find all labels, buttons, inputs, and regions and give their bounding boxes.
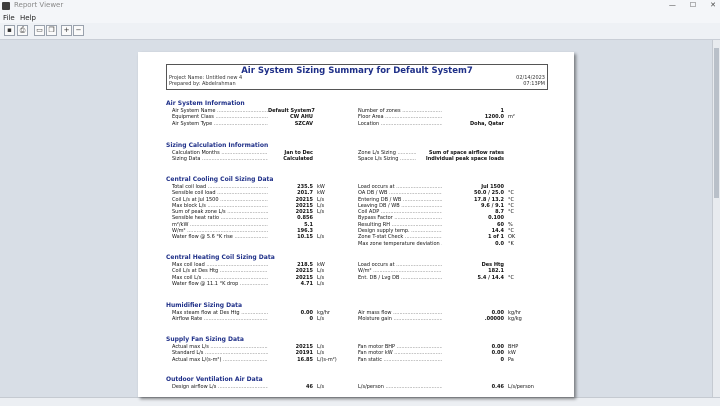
row-label: Design supply temp. ..... (358, 228, 442, 234)
row-label: Max coil L/s ..... (172, 275, 268, 281)
zoom-out-icon[interactable]: − (73, 25, 84, 36)
row-value: 0 (309, 316, 313, 323)
section-left-column (172, 262, 337, 287)
prepared-by: Prepared by: Abdelrahman (169, 81, 236, 87)
report-date: 02/14/2023 (516, 75, 545, 81)
row-unit: L/s (317, 316, 325, 323)
row-value: 5.4 / 14.4 (477, 274, 504, 281)
row-value: Jan to Dec (284, 150, 313, 156)
row-unit: OK (508, 234, 516, 241)
row-label: Resulting RH ..... (358, 222, 442, 228)
row-unit: kg/hr (317, 310, 330, 316)
row-unit: °C (508, 202, 514, 209)
row-value: 0.00 (300, 310, 313, 316)
row-value: Default System7 (268, 108, 315, 114)
row-label: Sensible heat ratio ..... (172, 215, 268, 221)
row-value: 0.856 (297, 215, 313, 222)
menu-help[interactable]: Help (20, 14, 36, 22)
row-unit (504, 121, 533, 127)
close-button[interactable]: ✕ (710, 1, 716, 9)
zoom-in-icon[interactable]: + (61, 25, 72, 36)
row-label: Max block L/s ..... (172, 203, 268, 209)
row-label: Coil L/s at Des Htg ..... (172, 268, 268, 274)
section-right-column (358, 262, 533, 281)
data-row (172, 384, 337, 390)
row-value: 50.0 / 25.0 (474, 190, 504, 197)
row-label: Max zone temperature deviation ..... (358, 241, 442, 247)
row-unit: L/s (317, 384, 325, 390)
row-value: 17.8 / 13.2 (474, 196, 504, 203)
row-value: 0.00 (491, 344, 504, 350)
section-left-column (172, 184, 337, 241)
section-left-column (172, 384, 337, 390)
row-label: W/m² ..... (358, 268, 442, 274)
row-value: 20215 (295, 202, 313, 209)
row-unit (313, 156, 337, 162)
copy-icon[interactable]: ❐ (46, 25, 57, 36)
row-label: Coil L/s at Jul 1500 ..... (172, 197, 268, 203)
page-setup-icon[interactable]: ▭ (34, 25, 45, 36)
row-unit: °C (508, 196, 514, 203)
row-label: Max steam flow at Des Htg ..... (172, 310, 268, 316)
row-label: Zone T-stat Check ..... (358, 234, 442, 240)
row-unit: kW (317, 190, 325, 197)
print-icon[interactable]: ⎙ (17, 25, 28, 36)
row-unit: °C (508, 274, 514, 281)
row-label: Entering DB / WB ..... (358, 197, 442, 203)
row-label: Load occurs at ..... (358, 184, 442, 190)
data-row (172, 281, 337, 287)
row-unit: L/s (317, 209, 325, 216)
section-right-column (358, 384, 533, 390)
row-value: 10.15 (297, 234, 313, 241)
row-unit: L/s (317, 268, 325, 275)
row-value: 5.1 (304, 221, 313, 228)
section-title: Central Cooling Coil Sizing Data (166, 176, 274, 183)
row-unit: L/s (317, 274, 325, 281)
row-value: 218.5 (297, 262, 313, 268)
row-label: Design airflow L/s ..... (172, 384, 268, 390)
section-title: Humidifier Sizing Data (166, 302, 243, 309)
section-right-column (358, 108, 533, 127)
row-unit: kg/kg (508, 316, 522, 323)
row-label: Airflow Rate ..... (172, 316, 268, 322)
row-unit: BHP (508, 344, 519, 350)
row-label: Zone L/s Sizing ..... (358, 150, 416, 156)
section-right-column (358, 344, 533, 363)
row-value: 20191 (295, 350, 313, 357)
section-right-column (358, 184, 533, 247)
row-label: Floor Area ..... (358, 114, 442, 120)
section-title: Sizing Calculation Information (166, 142, 269, 149)
scrollbar-thumb[interactable] (714, 48, 719, 198)
row-value: 16.85 (297, 356, 313, 363)
row-label: Water flow @ 11.1 °K drop ..... (172, 281, 268, 287)
row-label: Actual max L/(s-m²) ..... (172, 357, 268, 363)
row-label: Bypass Factor ..... (358, 215, 442, 221)
row-value: Calculated (283, 156, 313, 163)
row-unit: L/s (317, 344, 325, 350)
project-name: Project Name: Untitled new 4 (169, 75, 243, 81)
data-row (358, 275, 533, 281)
save-icon[interactable]: ▪ (4, 25, 15, 36)
row-value: 20215 (295, 268, 313, 275)
row-unit: m² (508, 114, 515, 121)
row-value: 8.7 (495, 209, 504, 216)
data-row (358, 357, 533, 363)
section-title: Central Heating Coil Sizing Data (166, 254, 275, 261)
row-unit: Pa (508, 356, 514, 363)
data-row (172, 156, 337, 162)
row-value: 20215 (295, 344, 313, 350)
row-value: Des Htg (481, 262, 504, 268)
row-value: 235.5 (297, 184, 313, 190)
row-unit: kg/hr (508, 310, 521, 316)
row-label: Calculation Months ..... (172, 150, 268, 156)
data-row (172, 357, 337, 363)
section-left-column (172, 310, 337, 323)
section-title: Air System Information (166, 100, 245, 107)
report-header (166, 64, 548, 90)
window-title: Report Viewer (14, 1, 64, 9)
vertical-scrollbar[interactable] (712, 40, 720, 397)
row-value: SZCAV (294, 120, 313, 127)
row-value: 20215 (295, 209, 313, 216)
row-value: Sum of space airflow rates (428, 150, 504, 156)
data-row (358, 121, 533, 127)
row-unit: L/s/person (508, 384, 534, 390)
row-label: Ent. DB / Lvg DB ..... (358, 275, 442, 281)
row-label: Coil ADP ..... (358, 209, 442, 215)
row-label: Air System Name ..... (172, 108, 268, 114)
row-label: Fan motor BHP ..... (358, 344, 442, 350)
row-value: .00000 (484, 316, 504, 323)
row-value: 46 (306, 384, 313, 390)
row-label: Number of zones ..... (358, 108, 442, 114)
app-icon (2, 2, 10, 10)
row-label: Load occurs at ..... (358, 262, 442, 268)
row-value: 0 (500, 356, 504, 363)
row-unit: °C (508, 228, 514, 235)
report-time: 07:13PM (523, 81, 545, 87)
row-value: 0.00 (491, 350, 504, 357)
report-title: Air System Sizing Summary for Default System7 (241, 66, 473, 76)
data-row (172, 121, 337, 127)
row-value: 4.71 (300, 280, 313, 287)
toolbar (0, 23, 720, 40)
row-unit: kW (317, 184, 325, 190)
row-unit: L/(s-m²) (317, 356, 337, 363)
row-label: Space L/s Sizing ..... (358, 156, 416, 162)
row-label: OA DB / WB ..... (358, 190, 442, 196)
row-value: 20215 (295, 274, 313, 281)
row-label: W/m² ..... (172, 228, 268, 234)
row-label: Equipment Class ..... (172, 114, 268, 120)
row-value: 0.0 (495, 240, 504, 247)
row-value: 1200.0 (484, 114, 504, 121)
section-title: Supply Fan Sizing Data (166, 336, 244, 343)
data-row (358, 241, 533, 247)
minimize-button[interactable]: — (668, 1, 676, 9)
row-label: Air System Type ..... (172, 121, 268, 127)
row-value: 0.100 (488, 215, 504, 222)
row-value: 196.3 (297, 228, 313, 235)
section-right-column (358, 310, 533, 323)
data-row (358, 316, 533, 322)
row-unit (504, 156, 508, 162)
data-row (172, 316, 337, 322)
row-value: 20215 (295, 196, 313, 203)
row-value: 1 (500, 108, 504, 114)
row-unit: °C (508, 209, 514, 216)
row-label: Sensible coil load ..... (172, 190, 268, 196)
data-row (358, 384, 533, 390)
section-left-column (172, 150, 337, 163)
row-value: 9.6 / 9.1 (480, 202, 504, 209)
menu-bar (0, 12, 720, 23)
row-unit: °C (508, 190, 514, 197)
row-value: 60 (497, 221, 504, 228)
row-unit: L/s (317, 234, 325, 241)
row-label: Max coil load ..... (172, 262, 268, 268)
title-bar (0, 0, 720, 12)
row-unit: % (508, 221, 513, 228)
row-label: Moisture gain ..... (358, 316, 442, 322)
row-label: Fan motor kW ..... (358, 350, 442, 356)
row-label: Sum of peak zone L/s ..... (172, 209, 268, 215)
row-label: Standard L/s ..... (172, 350, 268, 356)
row-label: m²/kW ..... (172, 222, 268, 228)
report-page (138, 52, 574, 397)
row-value: 0.46 (491, 384, 504, 390)
row-value: Individual peak space loads (425, 156, 504, 163)
row-label: Water flow @ 5.6 °K rise ..... (172, 234, 268, 240)
section-title: Outdoor Ventilation Air Data (166, 376, 263, 383)
row-value: 0.00 (491, 310, 504, 316)
row-unit: L/s (317, 350, 325, 357)
row-label: Fan static ..... (358, 357, 442, 363)
row-unit: L/s (317, 202, 325, 209)
row-value: 182.1 (488, 268, 504, 275)
menu-file[interactable]: File (3, 14, 15, 22)
row-label: Total coil load ..... (172, 184, 268, 190)
row-label: Sizing Data ..... (172, 156, 268, 162)
row-unit: °K (508, 240, 514, 247)
row-label: L/s/person ..... (358, 384, 442, 390)
data-row (358, 156, 508, 162)
row-unit: L/s (317, 196, 325, 203)
row-unit: kW (508, 350, 516, 357)
maximize-button[interactable]: ☐ (689, 1, 697, 9)
section-left-column (172, 108, 337, 127)
row-value: CW AHU (289, 114, 313, 121)
section-right-column (358, 150, 508, 163)
row-value: Doha, Qatar (469, 120, 504, 127)
row-label: Location ..... (358, 121, 442, 127)
row-label: Actual max L/s ..... (172, 344, 268, 350)
row-unit: kW (317, 262, 325, 268)
row-label: Leaving DB / WB ..... (358, 203, 442, 209)
row-label: Air mass flow ..... (358, 310, 442, 316)
row-value: 201.7 (297, 190, 313, 197)
row-unit (313, 121, 337, 127)
row-value: 1 of 1 (487, 234, 504, 241)
data-row (172, 234, 337, 240)
row-value: 14.4 (491, 228, 504, 235)
row-unit: L/s (317, 280, 325, 287)
row-value: Jul 1500 (481, 184, 504, 190)
section-left-column (172, 344, 337, 363)
